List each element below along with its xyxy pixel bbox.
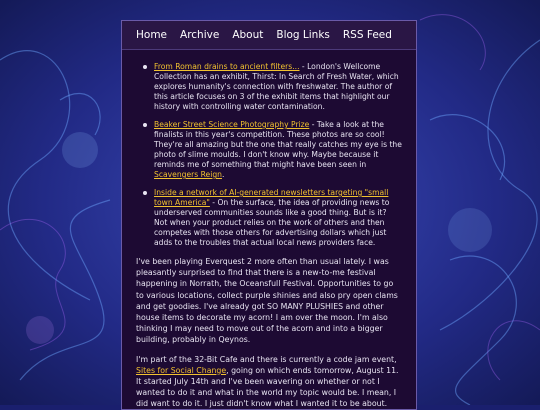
list-item [154,62,402,112]
list-item [154,120,402,180]
paragraph-text: I'm part of the 32-Bit Cafe and there is currently a code jam event, [136,354,397,364]
ai-newsletters-link[interactable]: Inside a network of AI-generated newsletters targeting "small town America" [154,188,389,207]
list-item-text: - Take a look at the finalists in this year's competition. These photos are so cool! They're all amazing but the one that really catches my eye is the photo of slime moulds. I don't know why. Maybe because it reminds me of something that might have been seen in [154,120,402,169]
nav-about[interactable]: About [232,29,264,41]
list-item-text: - On the surface, the idea of providing news to underserved communities sounds like a good thing. But is it? Not when your product relies on the work of others and then competes with those others for advertising dollars which just adds to the troubles that actual local news providers face. [154,198,390,247]
paragraph-code-jam [136,354,402,410]
beaker-street-link[interactable]: Beaker Street Science Photography Prize [154,120,310,129]
paragraph-text: , going on which ends tomorrow, August 11. It started July 14th and I've been wavering on whether or not I wanted to do it and what in the world my topic would be. I mean, I did want to do it. I just didn't know what I wanted it to be about. [136,365,399,409]
list-item-text: - London's Wellcome Collection has an exhibit, Thirst: In Search of Fresh Water, which explores humanity's connection with freshwater. The author of this article focuses on 3 of the exhibit items that highlight our history with controlling water contamination. [154,62,399,111]
scavengers-reign-link[interactable]: Scavengers Reign [154,170,222,179]
top-nav [122,21,416,50]
sites-for-social-change-link[interactable]: Sites for Social Change [136,365,227,375]
list-item-tail: . [221,170,225,179]
nav-archive[interactable]: Archive [180,29,220,41]
nav-home[interactable]: Home [136,29,168,41]
link-list [136,62,402,248]
nav-blog-links[interactable]: Blog Links [276,29,330,41]
blog-page [121,20,417,410]
nav-rss-feed[interactable]: RSS Feed [342,29,392,41]
roman-drains-link[interactable]: From Roman drains to ancient filters... [154,62,300,71]
list-item [154,188,402,248]
post-content [122,50,416,410]
paragraph-everquest: I've been playing Everquest 2 more often than usual lately. I was pleasantly surprised to find that there is a new-to-me festival happening in Norrath, the Oceansfull Festival. Opportunities to go to various locations, collect purple shinies and also pry open clams and get goodies. I've already got SO MANY PLUSHIES and other house items to decorate my acorn! I am over the moon. I'm also thinking I may need to move out of the acorn and into a bigger building, probably in Qeynos. [136,257,398,345]
